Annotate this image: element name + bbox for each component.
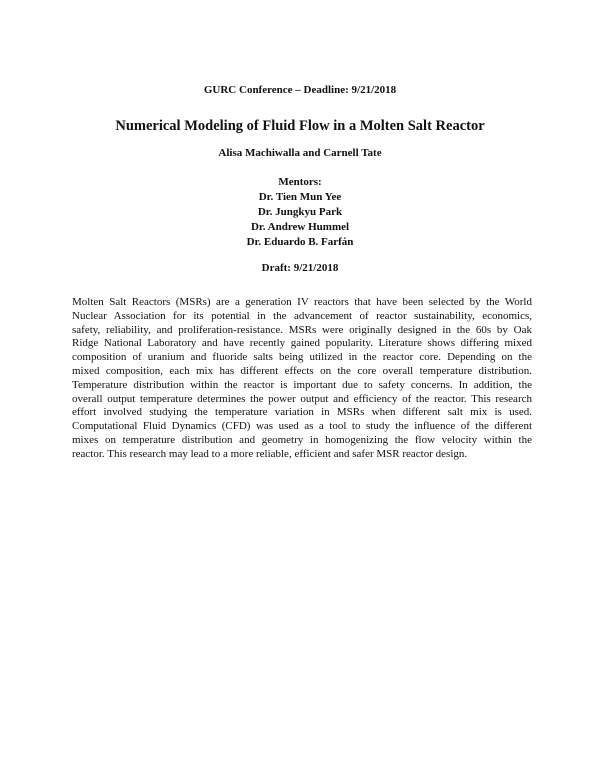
abstract-line: effort involved studying the temperature variation in MSRs when different salt mix is used. [72,406,532,419]
abstract-line: reactor. This research may lead to a more reliable, efficient and safer MSR reactor design. [72,447,468,460]
mentor-name: Dr. Tien Mun Yee [258,191,342,203]
abstract-line: Nuclear Association for its potential in the advancement of reactor sustainability, economics, [72,309,532,322]
abstract-paragraph [72,296,532,462]
abstract-line: Temperature distribution within the reactor is important due to safety concerns. In addition, the [72,378,532,391]
mentor-name: Dr. Andrew Hummel [250,221,350,233]
abstract-line: Ridge National Laboratory and have recently gained popularity. Literature shows differing mixed [72,337,532,350]
abstract-line: mixes on temperature distribution and geometry in homogenizing the flow velocity within the [72,433,532,446]
paper-title: Numerical Modeling of Fluid Flow in a Molten Salt Reactor [115,118,485,134]
abstract-line: Molten Salt Reactors (MSRs) are a generation IV reactors that have been selected by the World [72,296,532,308]
authors: Alisa Machiwalla and Carnell Tate [218,147,382,159]
mentor-name: Dr. Jungkyu Park [257,206,343,218]
draft-date: Draft: 9/21/2018 [261,262,339,274]
mentors-heading: Mentors: [278,176,322,188]
mentor-name: Dr. Eduardo B. Farfán [246,236,354,248]
abstract-line: safety, reliability, and proliferation-resistance. MSRs were originally designed in the 60s by Oak [72,323,532,336]
abstract-line: Computational Fluid Dynamics (CFD) was used as a tool to study the influence of the different [72,420,532,433]
abstract-line: composition of uranium and fluoride salts being utilized in the reactor core. Depending on the [72,351,532,364]
conference-deadline: GURC Conference – Deadline: 9/21/2018 [203,84,397,96]
abstract-line: mixed composition, each mix has different effects on the core overall temperature distribution. [72,364,532,377]
abstract-line: overall output temperature determines the power output and efficiency of the reactor. This research [72,392,532,405]
